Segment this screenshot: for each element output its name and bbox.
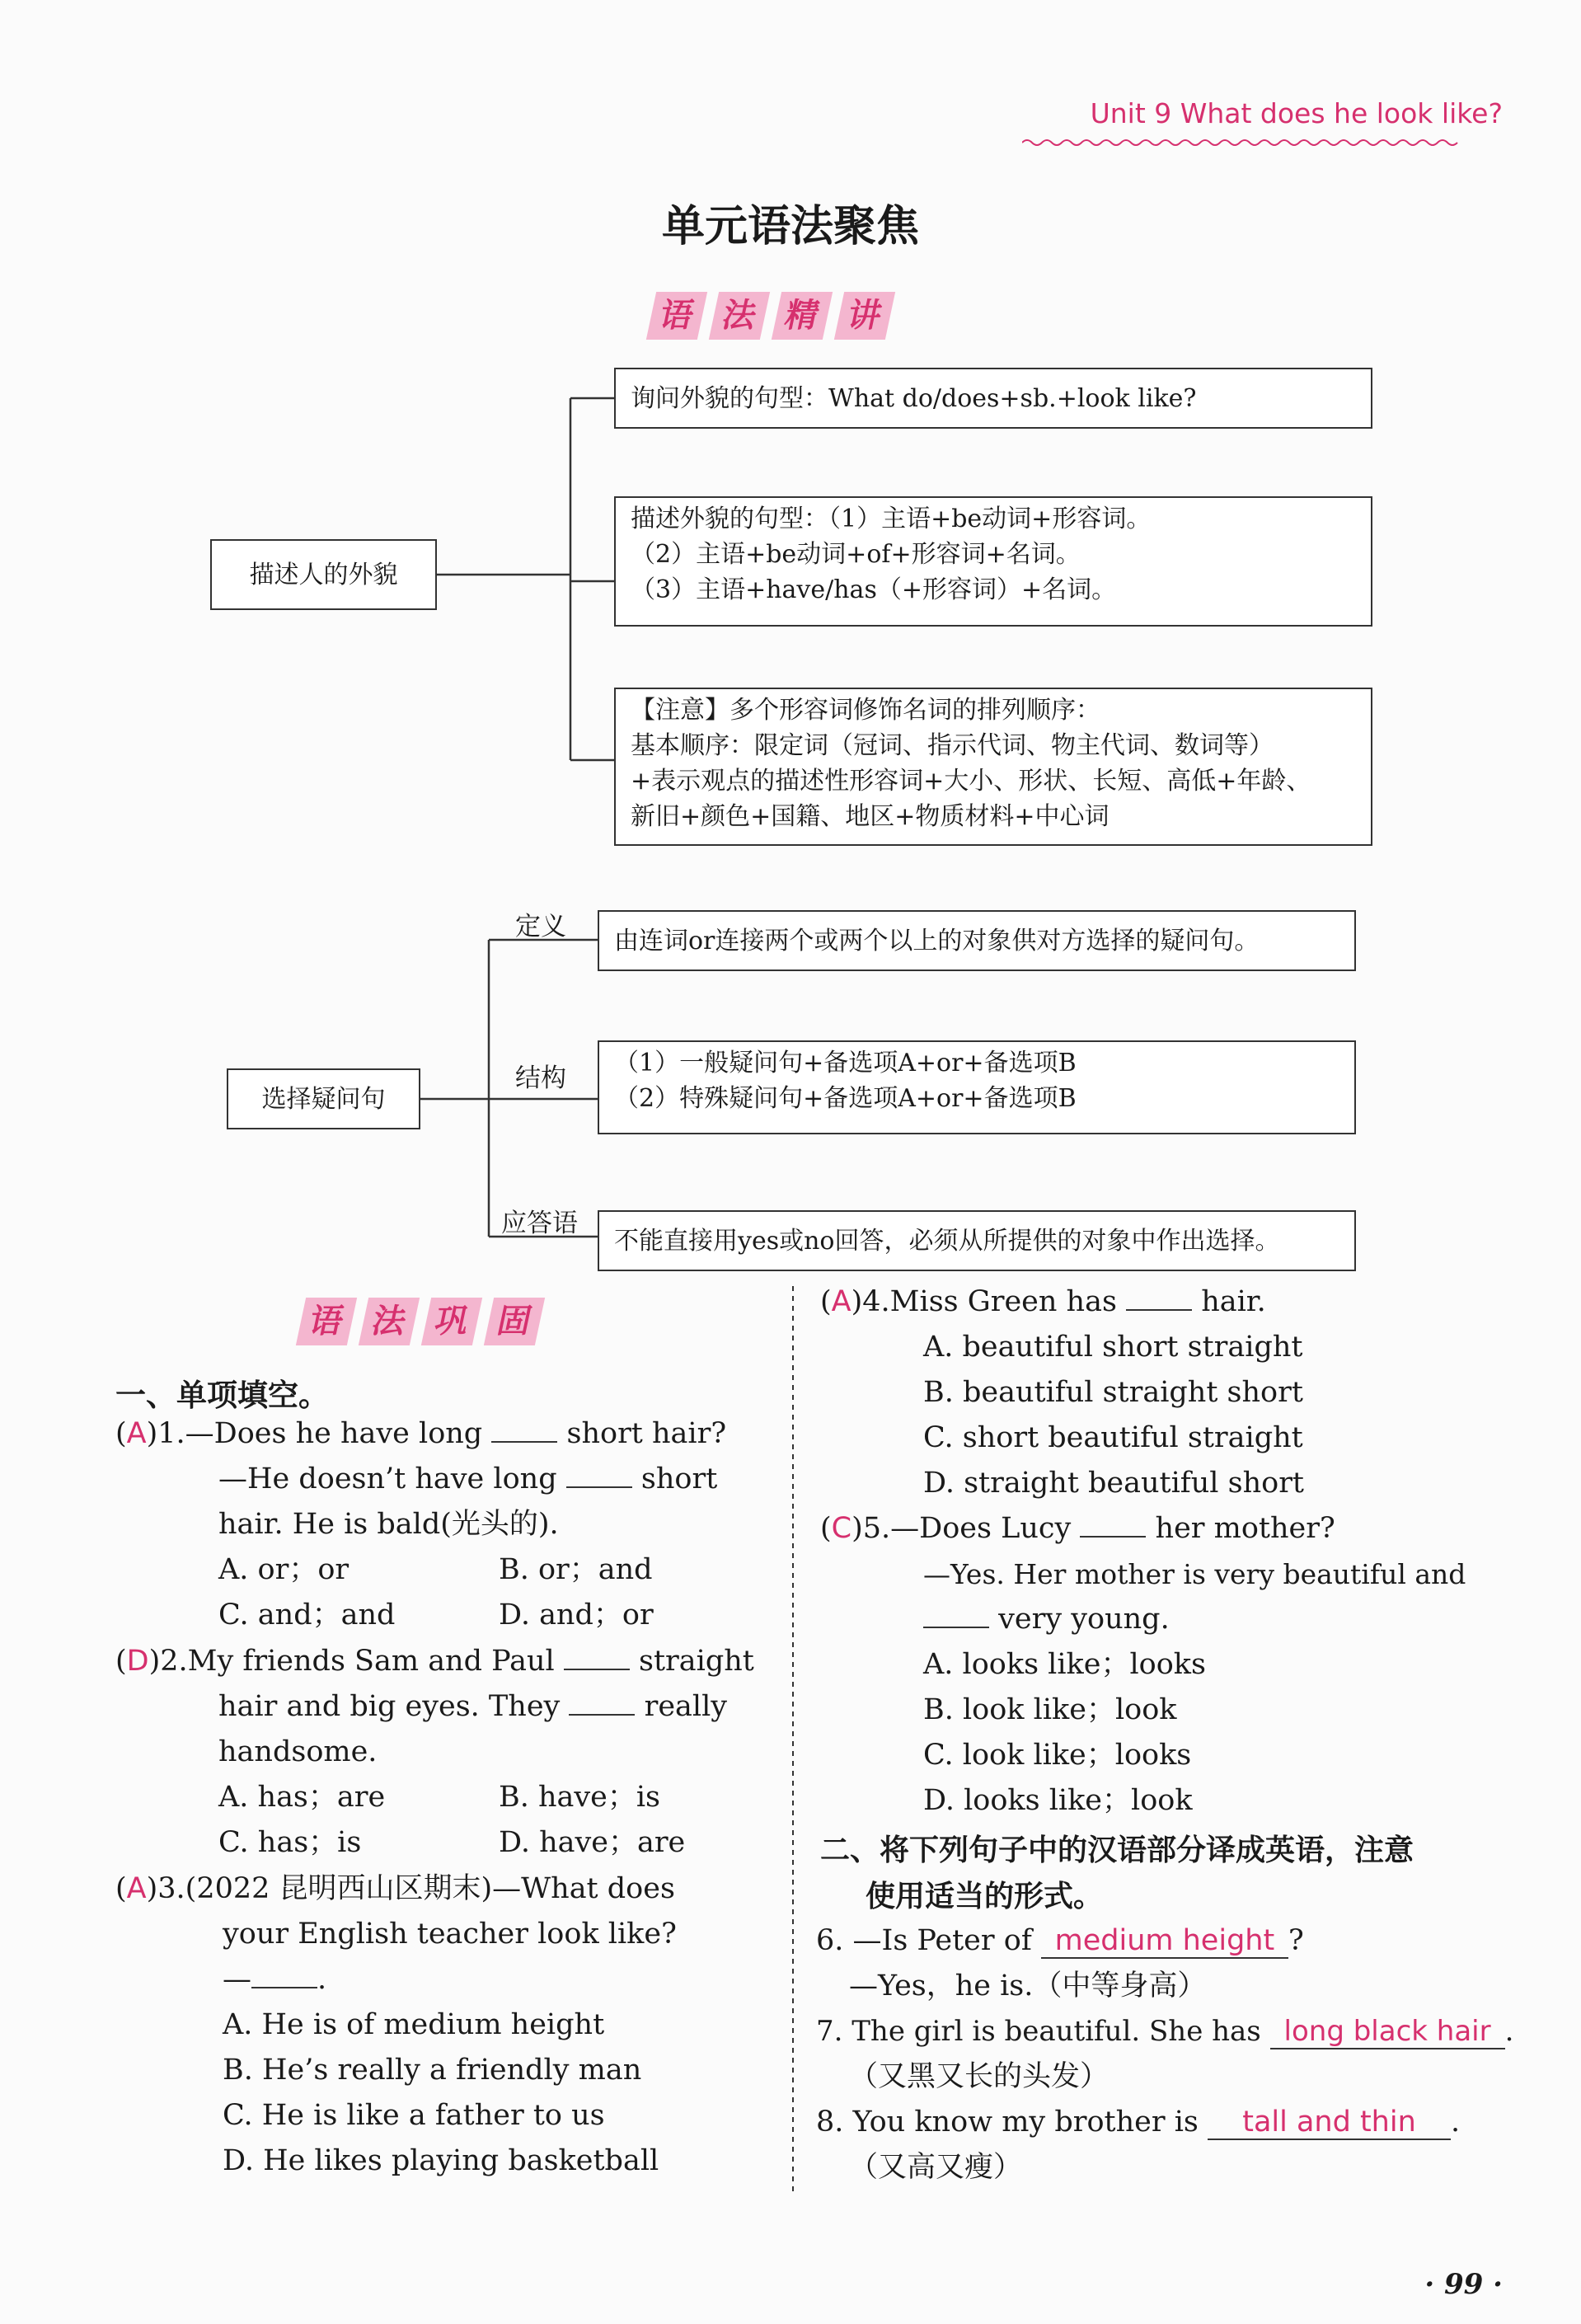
q-text: — xyxy=(223,1963,251,1996)
option: A. looks like；looks xyxy=(923,1648,1206,1681)
q-num: )5. xyxy=(851,1512,891,1545)
q-text: short hair? xyxy=(566,1417,727,1450)
q-num: )4. xyxy=(851,1285,890,1318)
q5-line3 xyxy=(923,1597,1170,1642)
q-text: her mother? xyxy=(1155,1512,1335,1545)
label-response: 应答语 xyxy=(501,1209,578,1238)
diagram1-box-question xyxy=(614,368,1372,429)
q8-hint: （又高又瘦） xyxy=(849,2151,1023,2184)
q-text: 6. —Is Peter of xyxy=(816,1924,1032,1957)
option: D. straight beautiful short xyxy=(923,1467,1304,1500)
box-line: 新旧+颜色+国籍、地区+物质材料+中心词 xyxy=(631,802,1110,831)
answer-5: C xyxy=(831,1512,852,1545)
option: C. and；and xyxy=(218,1599,396,1631)
option: A. He is of medium height xyxy=(223,2008,605,2041)
banner-char: 精 xyxy=(772,292,833,340)
box-line: （3）主语+have/has（+形容词）+名词。 xyxy=(631,575,1117,604)
blank xyxy=(1126,1284,1192,1311)
diagram2-box-definition xyxy=(598,910,1356,971)
answer-2: D xyxy=(126,1645,149,1678)
option: C. look like；looks xyxy=(923,1739,1192,1772)
banner-char: 语 xyxy=(646,292,707,340)
diagram2-box-structure xyxy=(598,1040,1356,1134)
blank xyxy=(923,1602,989,1628)
label-structure: 结构 xyxy=(515,1063,566,1093)
box-line: （2）特殊疑问句+备选项A+or+备选项B xyxy=(614,1084,1077,1113)
diagram1-root: 描述人的外貌 xyxy=(249,561,398,589)
blank xyxy=(566,1462,632,1488)
option: C. He is like a father to us xyxy=(223,2099,605,2132)
option: B. look like；look xyxy=(923,1693,1177,1726)
diagram2-box-response xyxy=(598,1210,1356,1271)
blank xyxy=(491,1416,557,1443)
blank xyxy=(564,1644,630,1670)
page-title: 单元语法聚焦 xyxy=(661,201,919,251)
q-text: . xyxy=(1451,2106,1461,2139)
question-3: (A)3.(2022 昆明西山区期末)—What does xyxy=(115,1872,675,1905)
answer-8: tall and thin xyxy=(1208,2106,1451,2140)
q-text: really xyxy=(644,1690,728,1723)
q2-line3: handsome. xyxy=(218,1735,378,1768)
q-text: (2022 昆明西山区期末)—What does xyxy=(185,1872,675,1905)
q-num: )3. xyxy=(146,1872,185,1905)
section-heading-2: 二、将下列句子中的汉语部分译成英语，注意 xyxy=(820,1833,1414,1867)
box-line: 描述外貌的句型：（1）主语+be动词+形容词。 xyxy=(631,505,1152,533)
answer-3: A xyxy=(126,1872,147,1905)
q-text: 8. You know my brother is xyxy=(816,2106,1199,2139)
question-5: (C)5.—Does Lucy her mother? xyxy=(820,1512,1335,1545)
unit-header: Unit 9 What does he look like? xyxy=(1090,97,1503,129)
q-text: My friends Sam and Paul xyxy=(187,1645,555,1678)
answer-7: long black hair xyxy=(1270,2015,1505,2049)
q3-line2: your English teacher look like? xyxy=(223,1918,677,1951)
q-text: —He doesn’t have long xyxy=(218,1462,557,1495)
q-text: short xyxy=(640,1462,718,1495)
option: A. has；are xyxy=(218,1781,386,1814)
q3-line3: — . xyxy=(223,1963,327,1996)
option: D. looks like；look xyxy=(923,1784,1193,1817)
q-num: )1. xyxy=(146,1417,185,1450)
box-text: 不能直接用yes或no回答，必须从所提供的对象中作出选择。 xyxy=(614,1227,1280,1256)
box-text: 由连词or连接两个或两个以上的对象供对方选择的疑问句。 xyxy=(614,927,1260,955)
q5-line2: —Yes. Her mother is very beautiful and xyxy=(923,1558,1466,1590)
diagram1-box-patterns xyxy=(614,496,1372,627)
option: C. short beautiful straight xyxy=(923,1421,1303,1454)
q1-line3: hair. He is bald(光头的). xyxy=(218,1508,559,1541)
answer-6: medium height xyxy=(1041,1924,1288,1959)
box-line: 【注意】多个形容词修饰名词的排列顺序： xyxy=(631,696,1100,725)
box-line: 基本顺序：限定词（冠词、指示代词、物主代词、数词等） xyxy=(631,731,1274,760)
question-6 xyxy=(816,1918,1304,1964)
answer-1: A xyxy=(126,1417,147,1450)
option: C. has；is xyxy=(218,1826,362,1859)
question-8 xyxy=(816,2100,1460,2145)
q-text: hair. xyxy=(1201,1285,1266,1318)
q1-line2 xyxy=(218,1457,717,1502)
page-number: · 99 · xyxy=(1424,2268,1503,2301)
q-text: very young. xyxy=(998,1603,1170,1636)
option: D. have；are xyxy=(499,1826,686,1859)
q-text: . xyxy=(1504,2015,1514,2048)
question-4: (A)4.Miss Green has hair. xyxy=(820,1285,1266,1318)
question-2: (D)2.My friends Sam and Paul straight xyxy=(115,1645,754,1678)
diagram1-box-note xyxy=(614,688,1372,846)
blank xyxy=(569,1689,635,1716)
q-text: —Does Lucy xyxy=(890,1512,1072,1545)
box-text: 询问外貌的句型：What do/does+sb.+look like? xyxy=(631,384,1197,413)
label-definition: 定义 xyxy=(515,912,566,941)
box-line: +表示观点的描述性形容词+大小、形状、长短、高低+年龄、 xyxy=(631,767,1311,796)
diagram1-root-box xyxy=(210,539,437,610)
question-7 xyxy=(816,2009,1513,2054)
banner-char: 语 xyxy=(296,1298,357,1345)
q6-hint: —Yes，he is.（中等身高） xyxy=(849,1970,1207,2002)
box-line: （2）主语+be动词+of+形容词+名词。 xyxy=(631,540,1081,569)
banner-char: 固 xyxy=(484,1298,545,1345)
banner-char: 讲 xyxy=(834,292,895,340)
q-text: 7. The girl is beautiful. She has xyxy=(816,2015,1261,2048)
blank xyxy=(1080,1511,1146,1538)
question-1: (A)1.—Does he have long short hair? xyxy=(115,1417,727,1450)
option: A. beautiful short straight xyxy=(923,1331,1303,1364)
banner-char: 法 xyxy=(709,292,770,340)
diagram2-root-box xyxy=(227,1068,420,1129)
q-num: )2. xyxy=(148,1645,188,1678)
option: B. beautiful straight short xyxy=(923,1376,1303,1409)
q-text: Miss Green has xyxy=(889,1285,1117,1318)
diagram2-root: 选择疑问句 xyxy=(261,1085,386,1114)
answer-4: A xyxy=(831,1285,851,1318)
option: B. He’s really a friendly man xyxy=(223,2054,642,2087)
q2-line2 xyxy=(218,1684,727,1730)
option: A. or；or xyxy=(218,1553,350,1586)
section-heading-1: 一、单项填空。 xyxy=(115,1378,329,1413)
option: B. have；is xyxy=(499,1781,661,1814)
option: B. or；and xyxy=(499,1553,653,1586)
section-heading-2-line2: 使用适当的形式。 xyxy=(866,1880,1104,1913)
banner-char: 法 xyxy=(359,1298,420,1345)
banner-grammar-practice xyxy=(301,1298,540,1345)
q-text: ? xyxy=(1288,1924,1304,1957)
option: D. and；or xyxy=(499,1599,654,1631)
q-text: hair and big eyes. They xyxy=(218,1690,561,1723)
q7-hint: （又黑又长的头发） xyxy=(849,2060,1110,2093)
banner-char: 巩 xyxy=(421,1298,482,1345)
q-text: straight xyxy=(639,1645,754,1678)
blank xyxy=(251,1962,317,1988)
box-line: （1）一般疑问句+备选项A+or+备选项B xyxy=(614,1049,1077,1077)
option: D. He likes playing basketball xyxy=(223,2144,659,2177)
q-text: —Does he have long xyxy=(185,1417,483,1450)
